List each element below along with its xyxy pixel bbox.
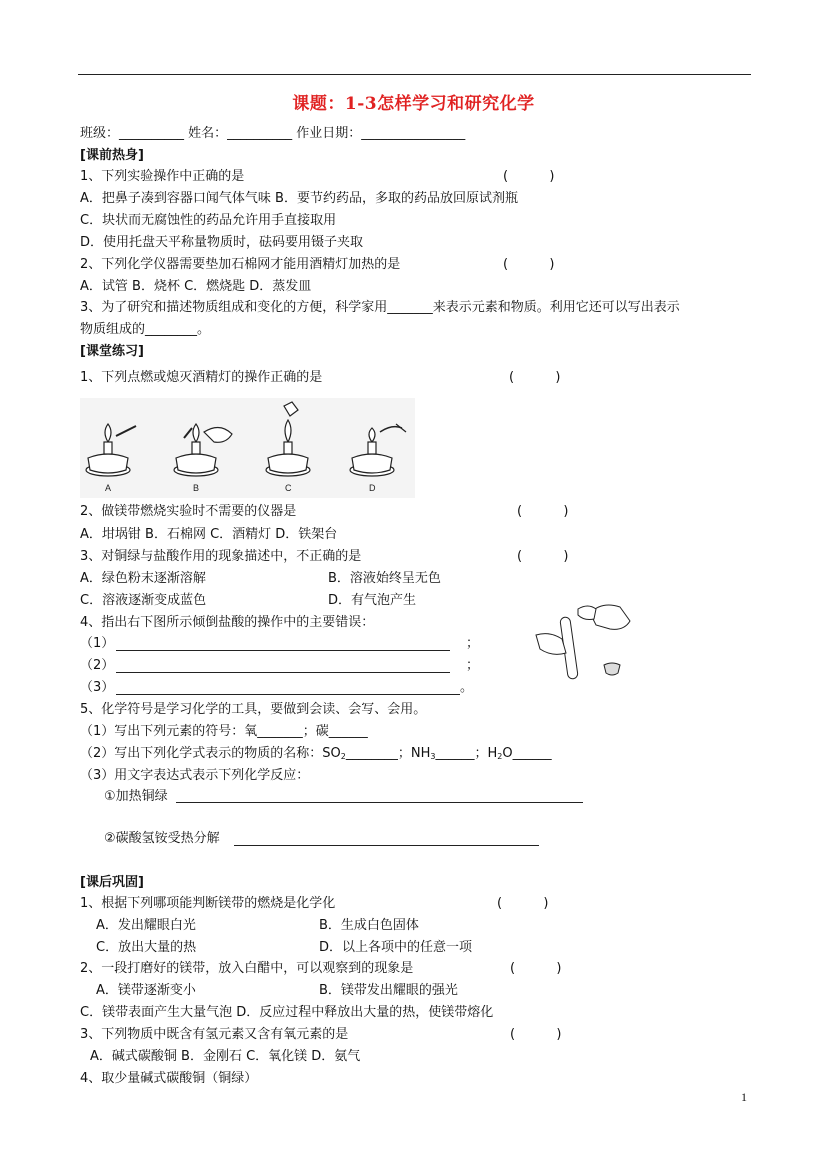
figure-background (80, 398, 415, 498)
warmup-q1-option-ab: A．把鼻子凑到容器口闻气体气味 B．要节约药品，多取的药品放回原试剂瓶 (80, 191, 518, 206)
homework-q2-option-b: B．镁带发出耀眼的强光 (319, 983, 458, 998)
homework-q3-options: A．碱式碳酸铜 B．金刚石 C．氧化镁 D．氨气 (90, 1049, 361, 1064)
classwork-q4-stem: 4、指出右下图所示倾倒盐酸的操作中的主要错误： (80, 615, 375, 630)
classwork-q5-stem: 5、化学符号是学习化学的工具，要做到会读、会写、会用。 (80, 702, 427, 717)
h2o-subscript: 2 (497, 752, 503, 761)
classwork-q5-sub2 (80, 745, 552, 765)
classwork-q2-options: A．坩埚钳 B．石棉网 C．酒精灯 D．铁架台 (80, 527, 338, 542)
section-heading-warmup: [课前热身] (80, 148, 144, 163)
q4-answer-line-1[interactable] (116, 650, 450, 651)
q4-answer-line-2[interactable] (116, 672, 450, 673)
pouring-acid-figure (532, 595, 637, 690)
q5-sub2-end: O______ (502, 746, 552, 761)
section-heading-classwork: [课堂练习] (80, 344, 144, 359)
info-line: 班级：__________ 姓名：__________ 作业日期：________________ (80, 126, 466, 141)
q4-blank-end-2: ； (466, 658, 480, 673)
alcohol-lamp-figure (80, 398, 415, 498)
page-title: 课题：1-3怎样学习和研究化学 (292, 94, 535, 114)
homework-q1-option-a: A．发出耀眼白光 (96, 918, 196, 933)
classwork-q5-sub1: （1）写出下列元素的符号：氧_______；碳______ (80, 724, 368, 739)
homework-q3-stem: 3、下列物质中既含有氢元素又含有氧元素的是 (80, 1027, 349, 1042)
homework-q1-option-d: D．以上各项中的任意一项 (319, 940, 473, 955)
classwork-q3-option-c: C．溶液逐渐变成蓝色 (80, 593, 207, 608)
homework-q2-stem: 2、一段打磨好的镁带，放入白醋中，可以观察到的现象是 (80, 961, 414, 976)
reaction-2-label: ②碳酸氢铵受热分解 (104, 831, 220, 846)
q4-blank-end-1: ； (466, 636, 480, 651)
header-rule (78, 74, 751, 75)
classwork-q5-sub3: （3）用文字表达式表示下列化学反应： (80, 768, 310, 783)
warmup-q1-stem: 1、下列实验操作中正确的是 (80, 169, 245, 184)
homework-q3-answer-paren: ( ) (510, 1027, 562, 1042)
q4-answer-line-3[interactable] (116, 694, 460, 695)
q4-blank-label-3: （3） (80, 680, 115, 695)
homework-q2-answer-paren: ( ) (510, 961, 562, 976)
homework-q1-option-b: B．生成白色固体 (319, 918, 419, 933)
classwork-q1-stem: 1、下列点燃或熄灭酒精灯的操作正确的是 (80, 370, 323, 385)
classwork-q2-answer-paren: ( ) (517, 504, 569, 519)
reaction-2-answer-line[interactable] (234, 845, 539, 846)
q5-sub2-mid1: ________；NH (345, 746, 431, 761)
q4-blank-end-3: 。 (460, 680, 474, 695)
page-number: 1 (741, 1090, 747, 1104)
q4-blank-label-2: （2） (80, 658, 115, 673)
reaction-1-label: ①加热铜绿 (104, 789, 168, 804)
q4-blank-label-1: （1） (80, 636, 115, 651)
homework-q1-answer-paren: ( ) (497, 896, 549, 911)
classwork-q3-answer-paren: ( ) (517, 549, 569, 564)
so2-subscript: 2 (340, 752, 346, 761)
homework-q1-stem: 1、根据下列哪项能判断镁带的燃烧是化学化 (80, 896, 336, 911)
lamp-label-b: B (193, 483, 200, 493)
warmup-q2-stem: 2、下列化学仪器需要垫加石棉网才能用酒精灯加热的是 (80, 257, 401, 272)
warmup-q3-line2: 物质组成的________。 (80, 322, 211, 337)
warmup-q1-answer-paren: ( ) (503, 169, 555, 184)
lamp-label-d: D (369, 483, 376, 493)
nh3-subscript: 3 (430, 752, 436, 761)
lamp-label-a: A (105, 483, 112, 493)
q5-sub2-prefix: （2）写出下列化学式表示的物质的名称：SO (80, 746, 341, 761)
classwork-q3-option-d: D．有气泡产生 (328, 593, 417, 608)
homework-q2-option-cd: C．镁带表面产生大量气泡 D．反应过程中释放出大量的热，使镁带熔化 (80, 1005, 494, 1020)
classwork-q3-stem: 3、对铜绿与盐酸作用的现象描述中，不正确的是 (80, 549, 362, 564)
hand-holding-bottle (578, 606, 596, 620)
classwork-q3-option-a: A．绿色粉末逐渐溶解 (80, 571, 206, 586)
hand-holding-tube (536, 634, 566, 655)
homework-q1-option-c: C．放出大量的热 (96, 940, 197, 955)
classwork-q3-option-b: B．溶液始终呈无色 (328, 571, 441, 586)
bottle-stopper (604, 663, 620, 675)
warmup-q2-options: A．试管 B．烧杯 C．燃烧匙 D．蒸发皿 (80, 279, 312, 294)
warmup-q3-line1: 3、为了研究和描述物质组成和变化的方便，科学家用_______来表示元素和物质。利用它还可以写出表示 (80, 300, 680, 315)
section-heading-homework: [课后巩固] (80, 875, 144, 890)
warmup-q1-option-d: D．使用托盘天平称量物质时，砝码要用镊子夹取 (80, 235, 364, 250)
warmup-q1-option-c: C．块状而无腐蚀性的药品允许用手直接取用 (80, 213, 337, 228)
homework-q2-option-a: A．镁带逐渐变小 (96, 983, 196, 998)
warmup-q2-answer-paren: ( ) (503, 257, 555, 272)
classwork-q1-answer-paren: ( ) (509, 370, 561, 385)
reaction-1-answer-line[interactable] (176, 802, 583, 803)
lamp-label-c: C (285, 483, 292, 493)
classwork-q2-stem: 2、做镁带燃烧实验时不需要的仪器是 (80, 504, 297, 519)
homework-q4-stem: 4、取少量碱式碳酸铜（铜绿） (80, 1071, 258, 1086)
q5-sub2-mid2: ______；H (435, 746, 498, 761)
